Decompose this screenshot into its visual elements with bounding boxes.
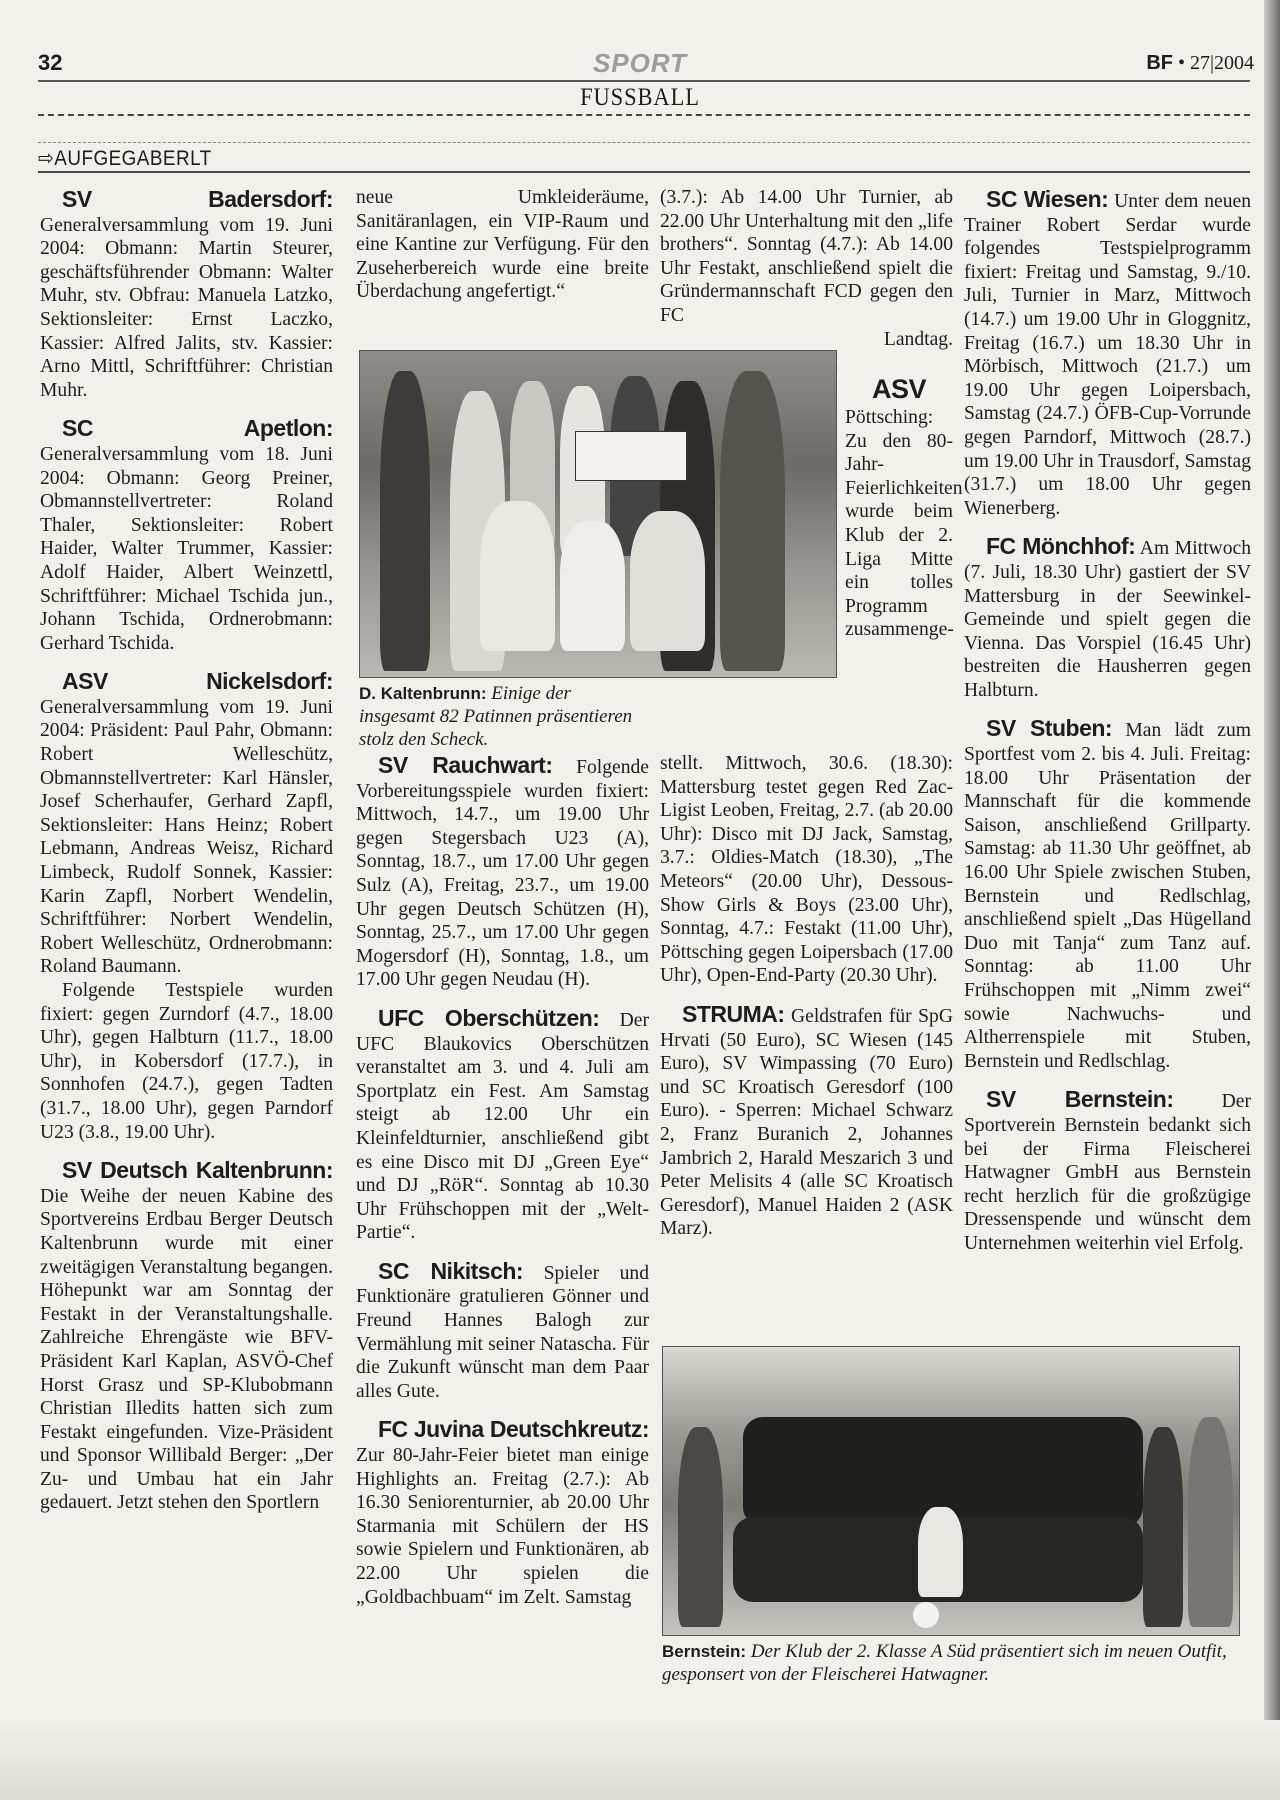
section-title: SPORT (592, 48, 688, 78)
ressort-title: FUSSBALL (580, 84, 700, 111)
article (40, 415, 333, 655)
column-4 (964, 186, 1251, 1269)
article-text: Unter dem neuen Trainer Robert Serdar wurde folgendes Testspielprogramm fixiert: Freitag und Samstag, 9./10. Juli, Turnier in Marz, Mittwoch (14.7.) um 19.00 Uhr in Gloggnitz, Freitag (16.7.) um 18.30 Uhr in Mörbisch, Mittwoch (21.7.) um 19.00 Uhr gegen Loipersbach, Samstag (24.7.) ÖFB-Cup-Vorrunde gegen Parndorf, Mittwoch (28.7.) um 19.00 Uhr in Trausdorf, Samstag (31.7.) um 18.00 Uhr gegen Wienerberg. (964, 191, 1251, 519)
article-heading: SC Apetlon: (62, 415, 333, 442)
rubrik-title (38, 146, 212, 171)
article-text: neue Umkleideräume, Sanitäranlagen, ein VIP-Raum und eine Kantine zur Verfügung. Für den Zuseherbereich wurde eine breite Überdachung angefertigt.“ (356, 187, 649, 303)
column-2 (356, 752, 649, 1622)
photo-caption (359, 682, 649, 751)
article-text: Landtag. (883, 328, 953, 350)
column-2-top (356, 186, 649, 317)
divider (38, 171, 1250, 173)
article-text: Der Sportverein Bernstein bedankt sich bei der Firma Fleischerei Hatwagner GmbH aus Bernstein recht herzlich für die großzügige Dressenspende und wünscht dem Unternehmen weiterhin viel Erfolg. (964, 1091, 1251, 1254)
article-heading: ASV (871, 374, 927, 404)
arrow-right-icon: ⇨ (38, 147, 55, 170)
article-text: Man lädt zum Sportfest vom 2. bis 4. Juli. Freitag: 18.00 Uhr Präsentation der Mannschaft für die kommende Saison, anschließend Grillparty. Samstag: ab 11.30 Uhr geöffnet, ab 16.00 Uhr Spiele zwischen Stuben, Bernstein und Redlschlag, anschließend spielt „Das Hügelland Duo mit Tanja“ zum Tanz auf. Sonntag: ab 11.00 Uhr Frühschoppen mit „Nimm zwei“ sowie Nachwuchs- und Altherrenspiele mit Stuben, Bernstein und Redlschlag. (964, 720, 1251, 1072)
article-text: stellt. Mittwoch, 30.6. (18.30): Mattersburg testet gegen Red Zac-Ligist Leoben, Freitag, 2.7. (ab 20.00 Uhr): Disco mit DJ Jack, Samstag, 3.7.: Oldies-Match (18.30), „The Meteors“ (20.00 Uhr), Dessous-Show Girls & Boys (23.00 Uhr), Sonntag, 4.7.: Festakt (11.00 Uhr), Pöttsching gegen Loipersbach (17.00 Uhr), Open-End-Party (20.30 Uhr). (660, 753, 953, 987)
article-text: Spieler und Funktionäre gratulieren Gönner und Freund Hannes Balogh zur Vermählung mit seiner Natascha. Für die Zukunft wünscht man dem Paar alles Gute. (356, 1262, 649, 1402)
column-1 (40, 186, 333, 1528)
article-heading: STRUMA: (682, 1000, 785, 1027)
header-rule (38, 80, 1250, 82)
asv-article-narrow (845, 372, 963, 642)
divider (38, 114, 1250, 116)
article (356, 1258, 649, 1404)
column-3 (660, 752, 953, 1254)
article-heading: SV Deutsch Kaltenbrunn: (62, 1157, 333, 1184)
issue-number: • 27|2004 (1177, 52, 1254, 74)
article-text: Generalversammlung vom 18. Juni 2004: Obmann: Georg Preiner, Obmannstellvertreter: Roland Thaler, Sektionsleiter: Robert Haider, Walter Trummer, Kassier: Adolf Haider, Albert Weinzettl, Schriftführer: Michael Tschida jun., Johann Tschida, Ordnerobmann: Gerhard Tschida. (40, 443, 333, 654)
rubrik-label: AUFGEGABERLT (54, 147, 212, 170)
article (356, 752, 649, 992)
article (40, 1157, 333, 1515)
article-heading: SC Nikitsch: (378, 1257, 524, 1284)
photo-caption (662, 1640, 1242, 1686)
article-text: (3.7.): Ab 14.00 Uhr Turnier, ab 22.00 Uhr Unterhaltung mit den „life brothers“. Sonntag (4.7.): Ab 14.00 Uhr Festakt, anschließend spielt die Gründermannschaft FCD gegen den FC (660, 187, 953, 326)
article-text: Zur 80-Jahr-Feier bietet man einige Highlights an. Freitag (2.7.): Ab 16.30 Seniorenturnier, ab 20.00 Uhr Starmania mit Schülern der HS sowie Spielern und Funktionären, ab 22.00 Uhr spielen die „Goldbachbuam“ im Zelt. Samstag (356, 1445, 649, 1608)
article-text: Der UFC Blaukovics Oberschützen veranstaltet am 3. und 4. Juli am Sportplatz ein Fest. Am Samstag steigt ab 12.00 Uhr ein Kleinfeldturnier, anschließend gibt es eine Disco mit DJ „Green Eye“ und DJ „RöR“. Sonntag ab 10.30 Uhr Frühschoppen mit der „Welt-Partie“. (356, 1009, 649, 1244)
article (964, 1086, 1251, 1255)
article-heading: SV Bernstein: (986, 1086, 1174, 1113)
caption-label: Bernstein: (662, 1642, 747, 1661)
article-heading: SV Rauchwart: (378, 752, 553, 778)
article-heading: ASV Nickelsdorf: (62, 668, 333, 695)
scan-margin (0, 1720, 1280, 1800)
photo-bernstein-team (662, 1346, 1240, 1636)
article-heading: FC Mönchhof: (986, 533, 1136, 560)
publication-name: BF (1146, 52, 1173, 74)
article (964, 186, 1251, 520)
article-text: Generalversammlung vom 19. Juni 2004: Obmann: Martin Steurer, geschäftsführender Obmann: Walter Muhr, stv. Obfrau: Manuela Latzko, Sektionsleiter: Ernst Laczko, Kassier: Alfred Jalits, stv. Kassier: Arno Mittl, Schriftführer: Christian Muhr. (40, 214, 333, 401)
article (660, 1001, 953, 1241)
article (40, 186, 333, 402)
article-text: Die Weihe der neuen Kabine des Sportvereins Erdbau Berger Deutsch Kaltenbrunn wurde mit einer zweitägigen Veranstaltung begangen. Höhepunkt war am Sonntag der Festakt in der Veranstaltungshalle. Zahlreiche Ehrengäste wie BFV-Präsident Karl Kaplan, ASVÖ-Chef Horst Grasz und SP-Klubobmann Christian Illedits hatten sich zum Festakt eingefunden. Vize-Präsident und Sponsor Willibald Berger: „Der Zu- und Umbau hat ein Jahr gedauert. Jetzt stehen den Sportlern (40, 1185, 333, 1514)
article (964, 533, 1251, 702)
article-heading: SV Stuben: (986, 715, 1113, 742)
cheque (575, 431, 687, 481)
article (964, 715, 1251, 1073)
page-number: 32 (38, 50, 63, 75)
caption-text: Der Klub der 2. Klasse A Süd präsentiert sich im neuen Outfit, gesponsert von der Fleischerei Hatwagner. (662, 1641, 1227, 1685)
issue-info (1146, 52, 1254, 75)
article-text: Geldstrafen für SpG Hrvati (50 Euro), SC Wiesen (145 Euro), SV Wimpassing (70 Euro) und SC Kroatisch Geresdorf (100 Euro). - Sperren: Michael Schwarz 2, Franz Buranich 2, Johannes Jambrich 2, Harald Meszarich 3 und Peter Melisits 4 (alle SC Kroatisch Geresdorf), Manuel Haiden 2 (ASK Marz). (660, 1005, 953, 1240)
article-heading: SC Wiesen: (986, 186, 1109, 212)
scan-edge (1264, 0, 1280, 1800)
caption-label: D. Kaltenbrunn: (359, 684, 487, 703)
column-3-top (660, 186, 953, 351)
article (40, 668, 333, 979)
article-text: Folgende Testspiele wurden fixiert: gegen Zurndorf (4.7., 18.00 Uhr), gegen Halbturn (11.7., 18.00 Uhr), in Kobersdorf (17.7.), in Sonnhofen (24.7.), gegen Tadten (31.7., 18.00 Uhr), gegen Parndorf U23 (3.8., 19.00 Uhr). (40, 980, 333, 1143)
article-text: Generalversammlung vom 19. Juni 2004: Präsident: Paul Pahr, Obmann: Robert Welleschütz, Obmannstellvertreter: Karl Hänsler, Josef Scherhaufer, Gerhard Zapfl, Sektionsleiter: Hans Heinz; Robert Lebmann, Andreas Weisz, Richard Limbeck, Rudolf Sonnek, Kassier: Karin Zapfl, Norbert Wendelin, Schriftführer: Norbert Wendelin, Robert Welleschütz, Ordnerobmann: Roland Baumann. (40, 696, 333, 978)
article (356, 1005, 649, 1245)
divider (38, 142, 1250, 143)
article-heading: SV Badersdorf: (62, 186, 333, 212)
article-heading: FC Juvina Deutschkreutz: (378, 1416, 649, 1443)
article-heading: UFC Oberschützen: (378, 1004, 600, 1031)
football (913, 1602, 939, 1628)
article-text: Pöttsching: Zu den 80-Jahr-Feierlichkeiten wurde beim Klub der 2. Liga Mitte ein tolles Programm zusammenge- (845, 407, 963, 641)
article (356, 1416, 649, 1609)
photo-kaltenbrunn (359, 350, 837, 678)
caption-text: Einige der insgesamt 82 Patinnen präsentieren stolz den Scheck. (359, 683, 633, 750)
article-text: Am Mittwoch (7. Juli, 18.30 Uhr) gastiert der SV Mattersburg in der Seewinkel-Gemeinde und spielt gegen die Vienna. Das Vorspiel (16.45 Uhr) bestreiten die Hausherren gegen Halbturn. (964, 538, 1251, 701)
article-text: Folgende Vorbereitungsspiele wurden fixiert: Mittwoch, 14.7., um 19.00 Uhr gegen Stegersbach U23 (A), Sonntag, 18.7., um 17.00 Uhr gegen Sulz (A), Freitag, 23.7., um 19.00 Uhr gegen Deutsch Schützen (H), Sonntag, 25.7., um 17.00 Uhr gegen Mogersdorf (H), Sonntag, 1.8., um 17.00 Uhr gegen Neudau (H). (356, 757, 649, 991)
